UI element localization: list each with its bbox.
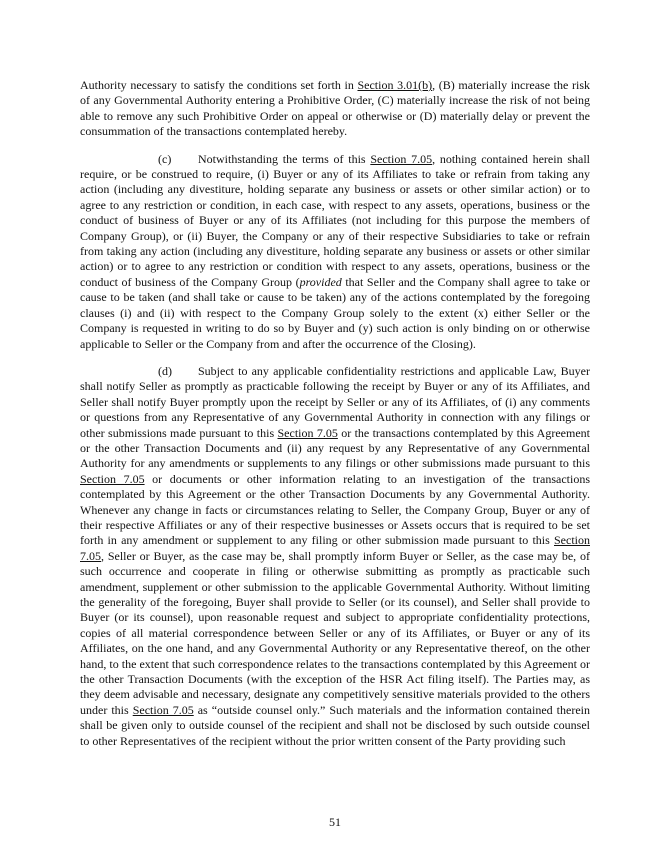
paragraph-continuation xyxy=(80,78,590,140)
page-number: 51 xyxy=(329,815,341,829)
text-run: , Seller or Buyer, as the case may be, shall promptly inform Buyer or Seller, as the case may be, of such occurrence and cooperate in filing or otherwise submitting as promptly as practicable such amendment, supplement or other submission to the applicable Governmental Authority. Without limiting the generality of the foregoing, Buyer shall provide to Seller (or its counsel), and Seller shall provide to Buyer (or its counsel), upon reasonable request and subject to appropriate confidentiality protections, copies of all material correspondence between Seller or any of its Affiliates, or Buyer or any of its Affiliates, on the one hand, and any Governmental Authority or any Representative thereof, on the other hand, to the extent that such correspondence relates to the transactions contemplated by this Agreement or the other Transaction Documents (with the exception of the HSR Act filing itself). The Parties may, as they deem advisable and necessary, designate any competitively sensitive materials provided to the others under this xyxy=(80,548,590,717)
paragraph-c xyxy=(80,152,590,352)
clause-label: (d) xyxy=(158,363,172,378)
section-reference: Section 7.05 xyxy=(80,533,590,563)
paragraph-d xyxy=(80,364,590,749)
text-run: as “outside counsel only.” Such materials and the information contained therein shall be given only to outside counsel of the recipient and shall not be disclosed by such outside counsel to other Representatives of the recipient without the prior written consent of the Party providing such xyxy=(80,702,590,748)
italic-term: provided xyxy=(299,274,342,289)
section-reference: Section 7.05 xyxy=(132,702,194,717)
text-run: Notwithstanding the terms of this xyxy=(198,151,371,166)
section-reference: Section 7.05 xyxy=(80,471,145,486)
text-run: , (B) materially increase the risk of any Governmental Authority entering a Prohibitive Order, (C) materially increase the risk of not being able to remove any such Prohibitive Order on appeal or otherwise or (D) materially delay or prevent the consummation of the transactions contemplated hereby. xyxy=(80,78,590,139)
text-run: or the transactions contemplated by this Agreement or the other Transaction Documents and (ii) any request by any Representative of any Governmental Authority for any amendments or supplements to any filings or other submissions made pursuant to this xyxy=(80,425,590,471)
text-run: Subject to any applicable confidentiality restrictions and applicable Law, Buyer shall notify Seller as promptly as practicable following the receipt by Buyer or any of its Affiliates, and Seller shall notify Buyer promptly upon the receipt by Seller or any of its Affiliates, of (i) any comments or questions from any Representative of any Governmental Authority in connection with any filings or other submissions made pursuant to this xyxy=(80,363,590,440)
clause-label: (c) xyxy=(158,151,172,166)
section-reference: Section 7.05 xyxy=(277,425,338,440)
text-run: or documents or other information relating to an investigation of the transactions contemplated by this Agreement or the other Transaction Documents by any Governmental Authority. Whenever any change in facts or circumstances relating to Seller, the Company Group, Buyer or any of their respective Affiliates or any of their respective businesses or Assets occurs that is required to be set forth in any amendment or supplement to any filing or other submission made pursuant to this xyxy=(80,471,590,548)
text-run: Authority necessary to satisfy the conditions set forth in xyxy=(80,78,358,92)
text-run: that Seller and the Company shall agree to take or cause to be taken (and shall take or cause to be taken) any of the actions contemplated by the foregoing clauses (i) and (ii) with respect to the Company Group solely to the extent (x) either Seller or the Company is requested in writing to do so by Buyer and (y) such action is only binding on or otherwise applicable to Seller or the Company from and after the occurrence of the Closing). xyxy=(80,274,590,351)
section-reference: Section 3.01(b) xyxy=(357,78,433,92)
section-reference: Section 7.05 xyxy=(370,151,433,166)
text-run: , nothing contained herein shall require, or be construed to require, (i) Buyer or any of its Affiliates to take or refrain from taking any action (including any divestiture, holding separate any business or assets or other similar action) or to agree to any restriction or condition, in each case, with respect to any assets, operations, business or the conduct of business of Buyer or any of its Affiliates (not including for this purpose the members of Company Group), or (ii) Buyer, the Company or any of their respective Subsidiaries to take or refrain from taking any action (including any divestiture, holding separate any business or assets or other similar action) or to agree to any restriction or condition with respect to any assets, operations, business or the conduct of business of the Company Group ( xyxy=(80,151,590,289)
document-body xyxy=(80,78,590,761)
